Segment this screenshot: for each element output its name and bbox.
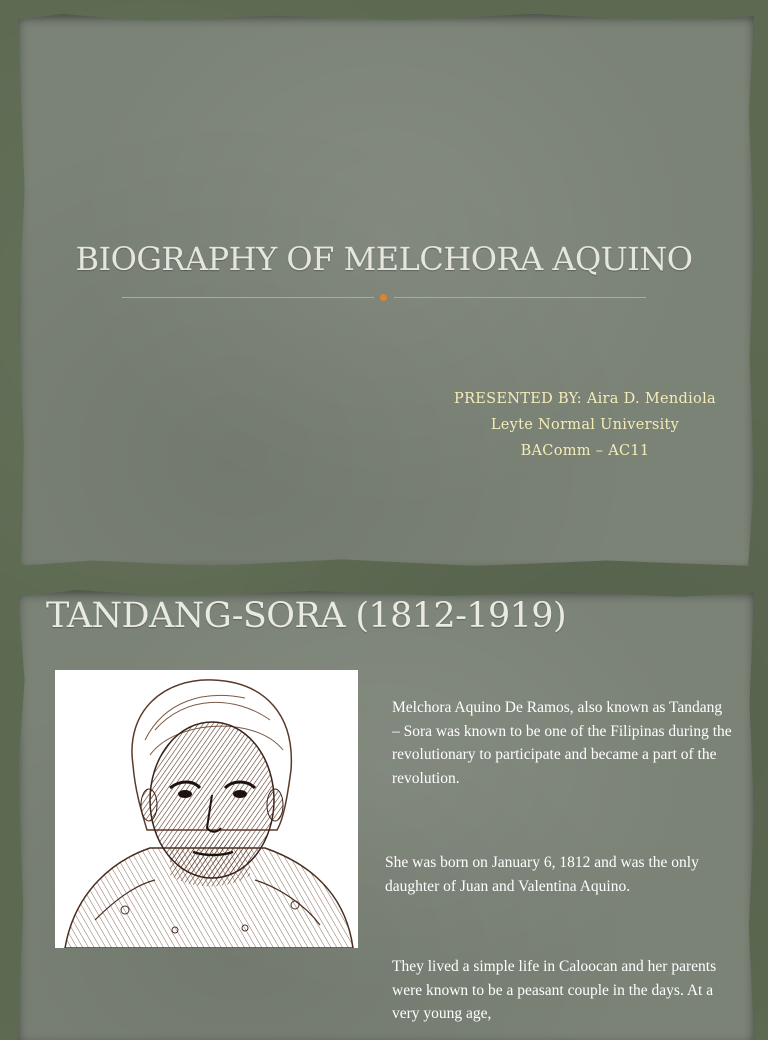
accent-dot xyxy=(380,294,387,301)
slide-title: BIOGRAPHY OF MELCHORA AQUINO xyxy=(75,240,693,278)
title-divider-left xyxy=(122,297,374,298)
portrait-illustration xyxy=(55,670,358,948)
title-divider-right xyxy=(394,297,646,298)
paragraph-birth: She was born on January 6, 1812 and was the only daughter of Juan and Valentina Aquino. xyxy=(385,854,699,895)
paragraph-intro: Melchora Aquino De Ramos, also known as Tandang – Sora was known to be one of the Filipinas during the revolutionary to participate and became a part of the revolution. xyxy=(392,699,732,787)
presenter-name: PRESENTED BY: Aira D. Mendiola xyxy=(454,391,716,407)
presenter-info xyxy=(440,386,730,464)
portrait-image xyxy=(55,670,358,948)
paragraph-early-life: They lived a simple life in Caloocan and her parents were known to be a peasant couple in the days. At a very young age, xyxy=(392,958,717,1022)
presenter-school: Leyte Normal University xyxy=(490,417,680,433)
title-slide xyxy=(18,14,754,566)
slide-heading: TANDANG-SORA (1812-1919) xyxy=(46,596,567,636)
presenter-course: BAComm – AC11 xyxy=(520,443,650,459)
